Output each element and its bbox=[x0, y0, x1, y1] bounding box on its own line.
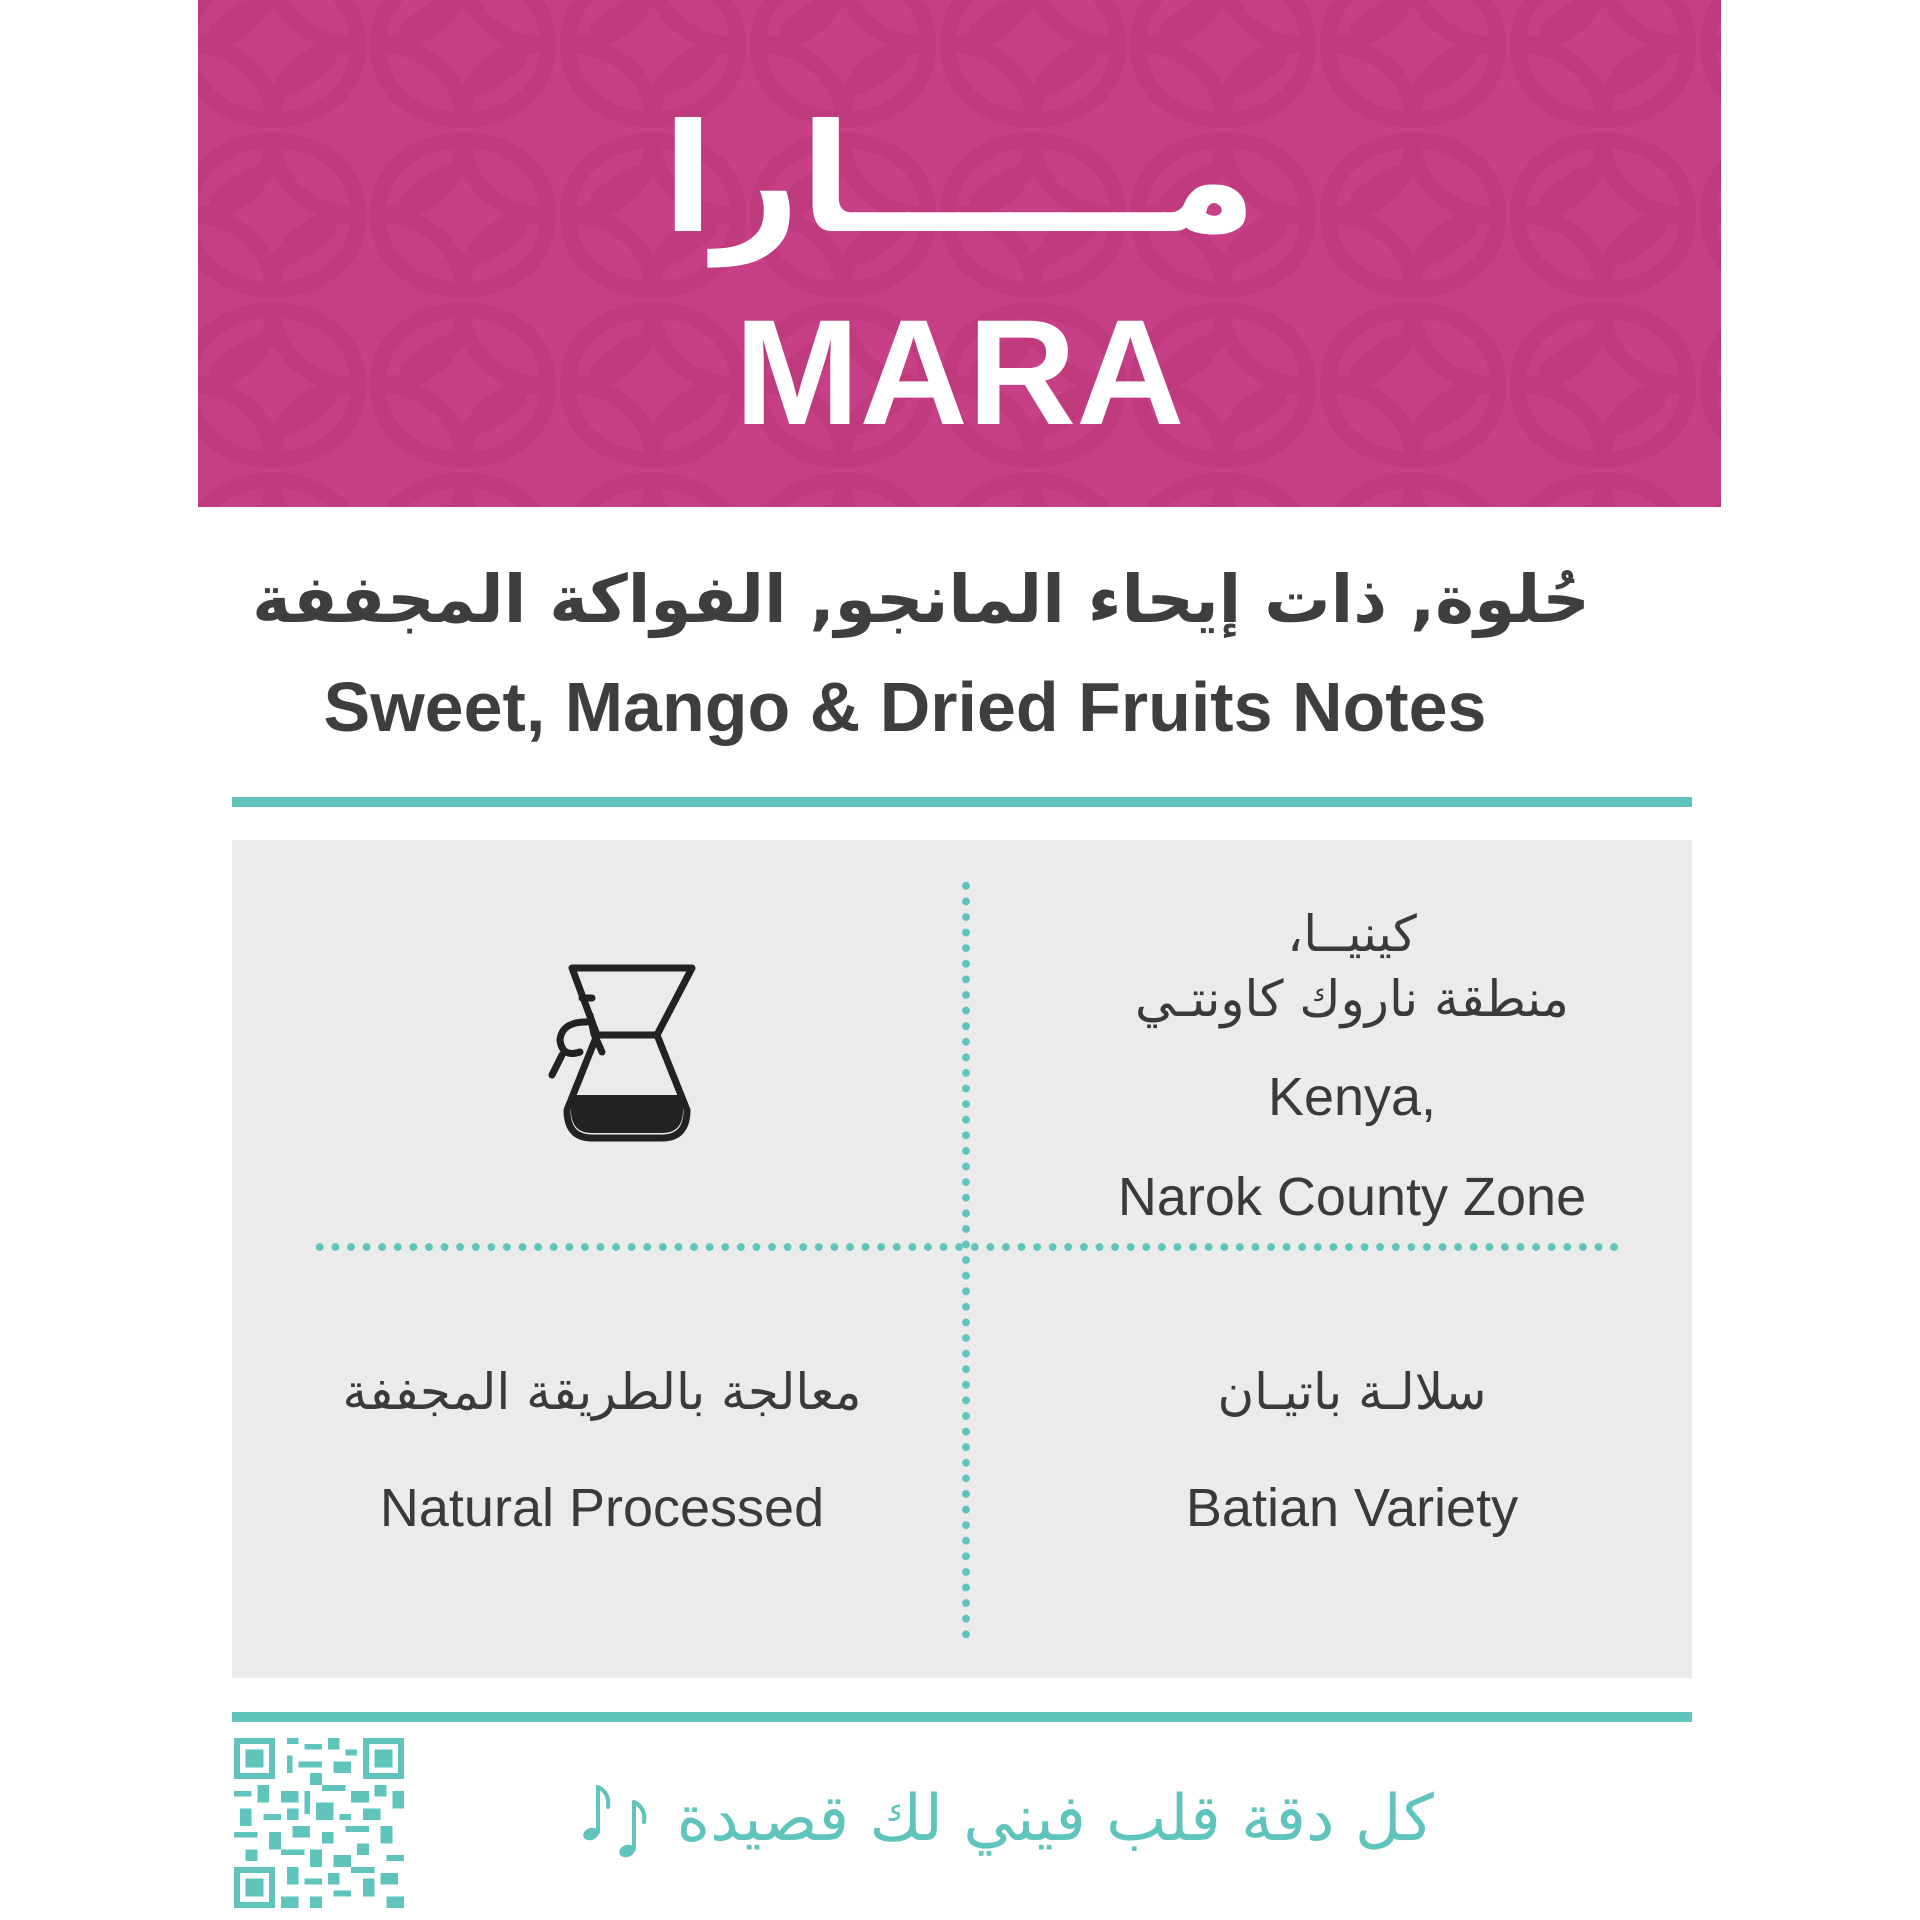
tasting-notes-arabic: حُلوة, ذات إيحاء المانجو, الفواكة المجففة bbox=[252, 561, 1590, 638]
qr-code-icon[interactable] bbox=[234, 1738, 404, 1908]
music-notes-icon bbox=[576, 1777, 656, 1867]
tasting-notes-english: Sweet, Mango & Dried Fruits Notes bbox=[323, 668, 1487, 746]
dotted-divider-vertical bbox=[962, 878, 970, 1638]
variety-cell bbox=[1032, 1360, 1672, 1543]
variety-english: Batian Variety bbox=[1185, 1478, 1519, 1538]
process-arabic: معالجة بالطريقة المجففة bbox=[342, 1363, 862, 1421]
origin-english-line2: Narok County Zone bbox=[1117, 1167, 1587, 1228]
origin-english-line1: Kenya, bbox=[1267, 1067, 1437, 1127]
divider-bottom bbox=[232, 1712, 1692, 1722]
dotted-divider-horizontal bbox=[312, 1243, 1622, 1251]
chemex-icon bbox=[542, 960, 702, 1150]
header-banner bbox=[198, 0, 1721, 507]
tagline-text: كل دقة قلب فيني لك قصيدة bbox=[676, 1782, 1434, 1856]
product-name-arabic: مــــــارا bbox=[662, 93, 1257, 267]
origin-arabic-line2: منطقة ناروك كاونتـي bbox=[1135, 970, 1569, 1028]
process-cell bbox=[272, 1360, 932, 1543]
process-english: Natural Processed bbox=[379, 1478, 825, 1538]
origin-arabic-line1: كينيــا، bbox=[1287, 905, 1417, 963]
details-panel bbox=[232, 840, 1692, 1678]
origin-cell bbox=[1032, 902, 1672, 1232]
footer-tagline bbox=[525, 1775, 1485, 1867]
variety-arabic: سلالـة باتيـان bbox=[1217, 1363, 1487, 1421]
divider-top bbox=[232, 797, 1692, 807]
product-name-english: MARA bbox=[734, 288, 1185, 456]
